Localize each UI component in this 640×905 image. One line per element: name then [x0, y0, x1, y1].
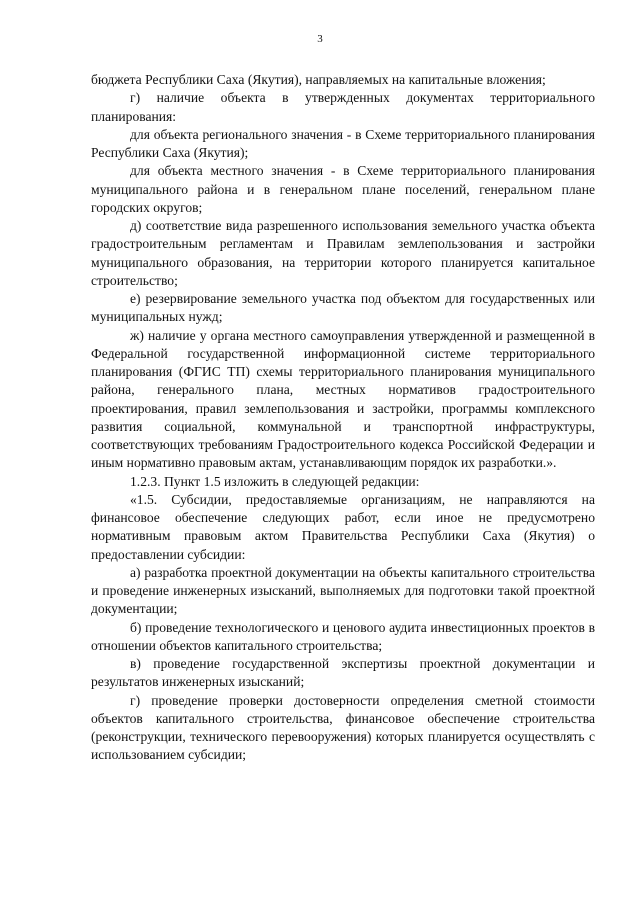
paragraph: е) резервирование земельного участка под объектом для государственных или муниципальных нужд;: [91, 291, 595, 325]
paragraph: г) наличие объекта в утвержденных документах территориального планирования:: [91, 90, 595, 124]
paragraph: «1.5. Субсидии, предоставляемые организациям, не направляются на финансовое обеспечение следующих работ, если иное не предусмотрено нормативным правовым актом Правительства Республики Саха (Якутия) о предоставлении субсидии:: [91, 491, 595, 562]
page-number: 3: [317, 33, 323, 45]
paragraph: д) соответствие вида разрешенного использования земельного участка объекта градостроительным регламентам и Правилам землепользования и застройки муниципального образования, на территории которого планируется капитальное строительство;: [91, 218, 595, 288]
paragraph: в) проведение государственной экспертизы проектной документации и результатов инженерных изысканий;: [91, 656, 595, 690]
paragraph: г) проведение проверки достоверности определения сметной стоимости объектов капитального строительства, финансовое обеспечение строительства (реконструкции, технического перевооружения) которых планируется осуществлять с использованием субсидии;: [91, 692, 595, 763]
paragraph: б) проведение технологического и ценового аудита инвестиционных проектов в отношении объектов капитального строительства;: [91, 619, 595, 653]
paragraph: бюджета Республики Саха (Якутия), направляемых на капитальные вложения;: [91, 72, 546, 87]
paragraph: а) разработка проектной документации на объекты капитального строительства и проведение инженерных изысканий, выполняемых для подготовки такой проектной документации;: [91, 564, 595, 617]
document-body: [91, 71, 595, 765]
paragraph: ж) наличие у органа местного самоуправления утвержденной и размещенной в Федеральной государственной информационной системе территориального планирования (ФГИС ТП) схемы территориального планирования муниципального района, генерального плана, местных нормативов градостроительного проектирования, правил землепользования и застройки, программы комплексного развития социальной, коммунальной и транспортной инфраструктуры, соответствующих требованиям Градостроительного кодекса Российской Федерации и иным нормативно правовым актам, устанавливающим порядок их разработки.».: [91, 327, 595, 471]
paragraph: для объекта регионального значения - в Схеме территориального планирования Республики Саха (Якутия);: [91, 126, 595, 160]
paragraph: для объекта местного значения - в Схеме территориального планирования муниципального района и в генеральном плане поселений, генеральном плане городских округов;: [91, 163, 595, 215]
paragraph: 1.2.3. Пункт 1.5 изложить в следующей редакции:: [130, 473, 420, 489]
